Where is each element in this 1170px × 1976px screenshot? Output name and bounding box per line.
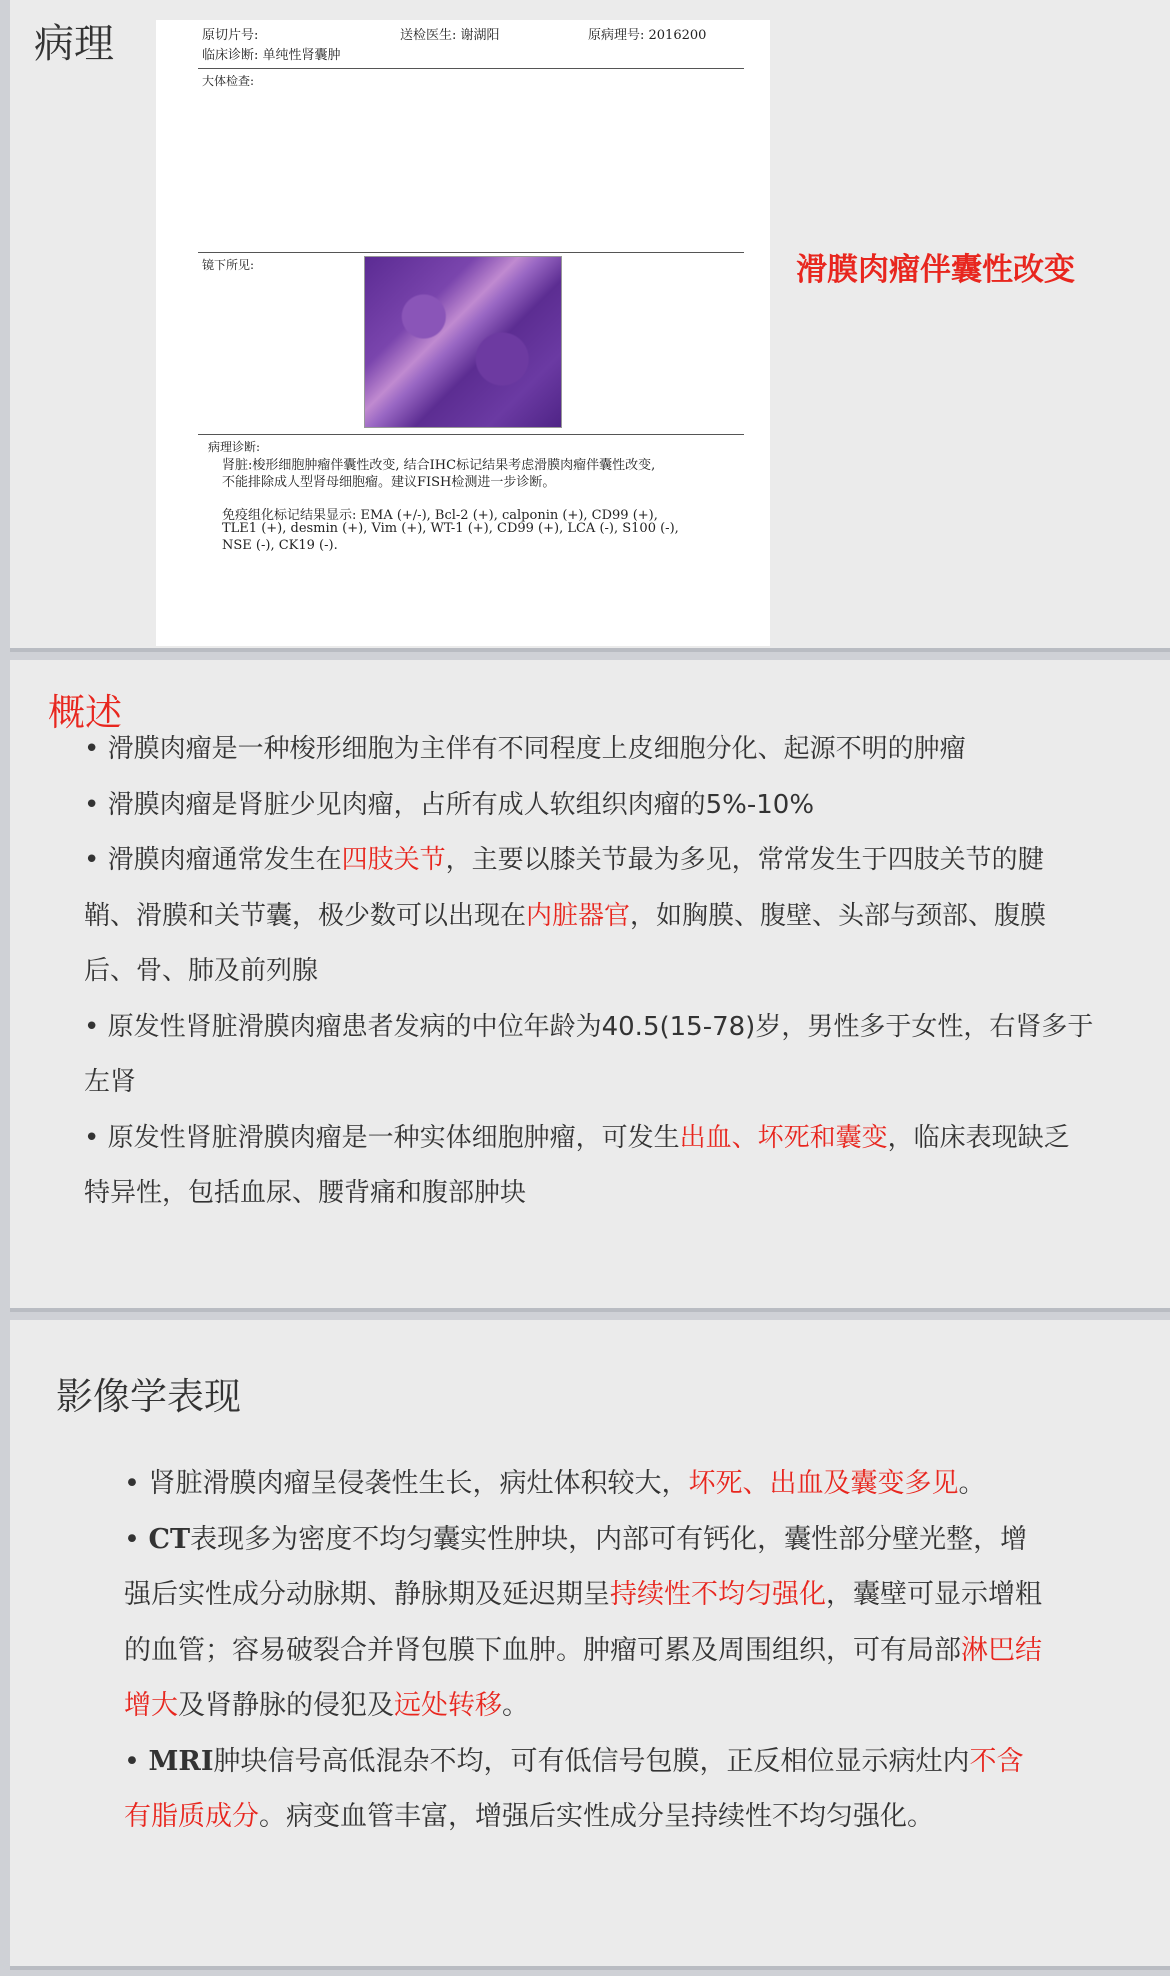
highlight: 不含有脂质成分: [124, 1745, 1024, 1832]
pathology-title: 病理: [34, 21, 114, 67]
list-item: • CT表现多为密度不均匀囊实性肿块，内部可有钙化，囊性部分壁光整，增强后实性成分动脉期、静脉期及延迟期呈持续性不均匀强化，囊壁可显示增粗的血管；容易破裂合并肾包膜下血肿。肿瘤可累及周围组织，可有局部淋巴结增大及肾静脉的侵犯及远处转移。: [124, 1523, 1042, 1721]
imaging-title: 影像学表现: [56, 1375, 241, 1418]
histology-image: [364, 256, 562, 428]
section-divider: [10, 1966, 1170, 1970]
list-item: • 滑膜肉瘤是肾脏少见肉瘤，占所有成人软组织肉瘤的5%-10%: [84, 789, 815, 820]
list-item: • MRI肿块信号高低混杂不均，可有低信号包膜，正反相位显示病灶内不含有脂质成分。病变血管丰富，增强后实性成分呈持续性不均匀强化。: [124, 1745, 1024, 1832]
divider-line: [198, 252, 744, 253]
list-item: • 原发性肾脏滑膜肉瘤是一种实体细胞肿瘤，可发生出血、坏死和囊变，临床表现缺乏特异性，包括血尿、腰背痛和腹部肿块: [84, 1122, 1070, 1208]
imaging-list: [124, 1456, 1044, 1845]
highlight: 远处转移: [394, 1690, 502, 1721]
highlight: 持续性不均匀强化: [610, 1579, 826, 1610]
clinical-dx: 临床诊断: 单纯性肾囊肿: [202, 48, 341, 63]
highlight: 淋巴结增大: [124, 1634, 1042, 1721]
ihc-line-1: 免疫组化标记结果显示: EMA (+/-), Bcl-2 (+), calponin (+), CD99 (+),: [222, 508, 658, 523]
list-item: • 滑膜肉瘤是一种梭形细胞为主伴有不同程度上皮细胞分化、起源不明的肿瘤: [84, 734, 966, 764]
list-item: • 原发性肾脏滑膜肉瘤患者发病的中位年龄为40.5(15-78)岁，男性多于女性，右肾多于左肾: [84, 1011, 1094, 1097]
diagnosis-highlight: 滑膜肉瘤伴囊性改变: [796, 252, 1075, 288]
highlight: 出血、坏死和囊变: [679, 1122, 888, 1153]
ihc-line-2: TLE1 (+), desmin (+), Vim (+), WT-1 (+), CD99 (+), LCA (-), S100 (-),: [222, 521, 679, 536]
dx-line-1: 肾脏:梭形细胞肿瘤伴囊性改变, 结合IHC标记结果考虑滑膜肉瘤伴囊性改变,: [222, 458, 656, 473]
micro-label: 镜下所见:: [202, 258, 255, 272]
highlight: 四肢关节: [341, 845, 446, 875]
list-item: • 滑膜肉瘤通常发生在四肢关节，主要以膝关节最为多见，常常发生于四肢关节的腱鞘、滑膜和关节囊，极少数可以出现在内脏器官，如胸膜、腹壁、头部与颈部、腹膜后、骨、肺及前列腺: [84, 845, 1047, 986]
doctor-field: 送检医生: 谢湖阳: [400, 28, 500, 43]
ihc-line-3: NSE (-), CK19 (-).: [222, 538, 338, 553]
section-divider: [10, 648, 1170, 652]
imaging-panel: [10, 1320, 1170, 1966]
divider-line: [198, 434, 744, 435]
overview-panel: [10, 660, 1170, 1308]
highlight: 坏死、出血及囊变多见: [688, 1468, 959, 1499]
dx-label: 病理诊断:: [208, 440, 261, 454]
list-item: • 肾脏滑膜肉瘤呈侵袭性生长，病灶体积较大，坏死、出血及囊变多见。: [124, 1468, 986, 1499]
dx-line-2: 不能排除成人型肾母细胞瘤。建议FISH检测进一步诊断。: [222, 475, 556, 490]
slice-no-label: 原切片号:: [202, 28, 259, 43]
highlight: 内脏器官: [526, 900, 631, 931]
pathology-report-image: [156, 20, 770, 646]
section-divider: [10, 1308, 1170, 1312]
gross-label: 大体检查:: [202, 74, 255, 88]
overview-title: 概述: [48, 691, 122, 734]
divider-line: [198, 68, 744, 69]
orig-path-no: 原病理号: 2016200: [588, 28, 707, 43]
overview-list: [84, 722, 1094, 1222]
pathology-panel: [10, 0, 1170, 648]
